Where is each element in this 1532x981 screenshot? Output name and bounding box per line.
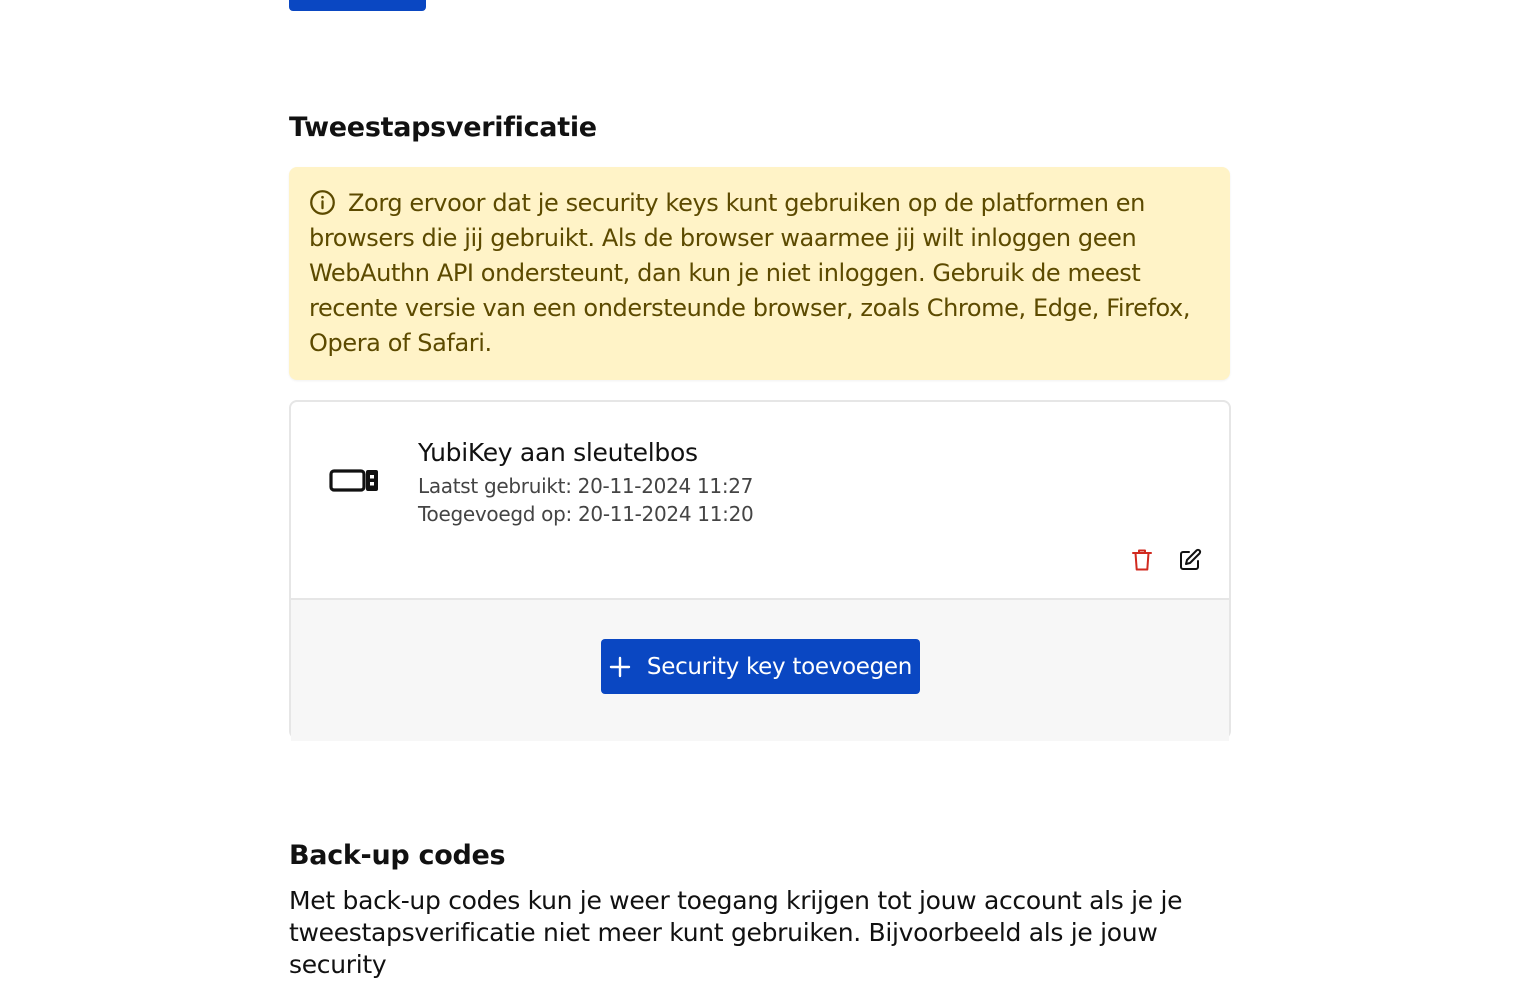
- security-key-name: YubiKey aan sleutelbos: [418, 438, 698, 467]
- security-key-last-used: Laatst gebruikt: 20-11-2024 11:27: [418, 474, 754, 498]
- add-security-key-label: Security key toevoegen: [646, 653, 913, 680]
- alert-message: [309, 186, 1210, 361]
- security-key-added-on: Toegevoegd op: 20-11-2024 11:20: [418, 502, 754, 526]
- info-icon: [309, 189, 336, 216]
- alert-text: Zorg ervoor dat je security keys kunt gebruiken op de platformen en browsers die jij gebruikt. Als de browser waarmee jij wilt inloggen geen WebAuthn API ondersteunt, dan kun je niet inloggen. Gebruik de meest recente versie van een ondersteunde browser, zoals Chrome, Edge, Firefox, Opera of Safari.: [309, 189, 1191, 357]
- security-key-card-footer: [291, 598, 1229, 741]
- security-key-item: [291, 402, 1229, 598]
- security-key-card: [289, 400, 1231, 739]
- trash-icon: [1131, 548, 1153, 572]
- section-title-backup-codes: Back-up codes: [289, 840, 506, 871]
- delete-key-button[interactable]: [1127, 545, 1157, 575]
- edit-icon: [1178, 548, 1202, 572]
- add-security-key-button[interactable]: [601, 639, 920, 694]
- top-button[interactable]: [289, 0, 426, 11]
- section-title-two-factor: Tweestapsverificatie: [289, 112, 597, 143]
- plus-icon: [609, 656, 631, 678]
- usb-key-icon: [329, 465, 381, 495]
- browser-support-alert: [289, 167, 1230, 380]
- edit-key-button[interactable]: [1175, 545, 1205, 575]
- backup-codes-description: Met back-up codes kun je weer toegang krijgen tot jouw account als je je tweestapsverificatie niet meer kunt gebruiken. Bijvoorbeeld als je jouw security: [289, 886, 1183, 979]
